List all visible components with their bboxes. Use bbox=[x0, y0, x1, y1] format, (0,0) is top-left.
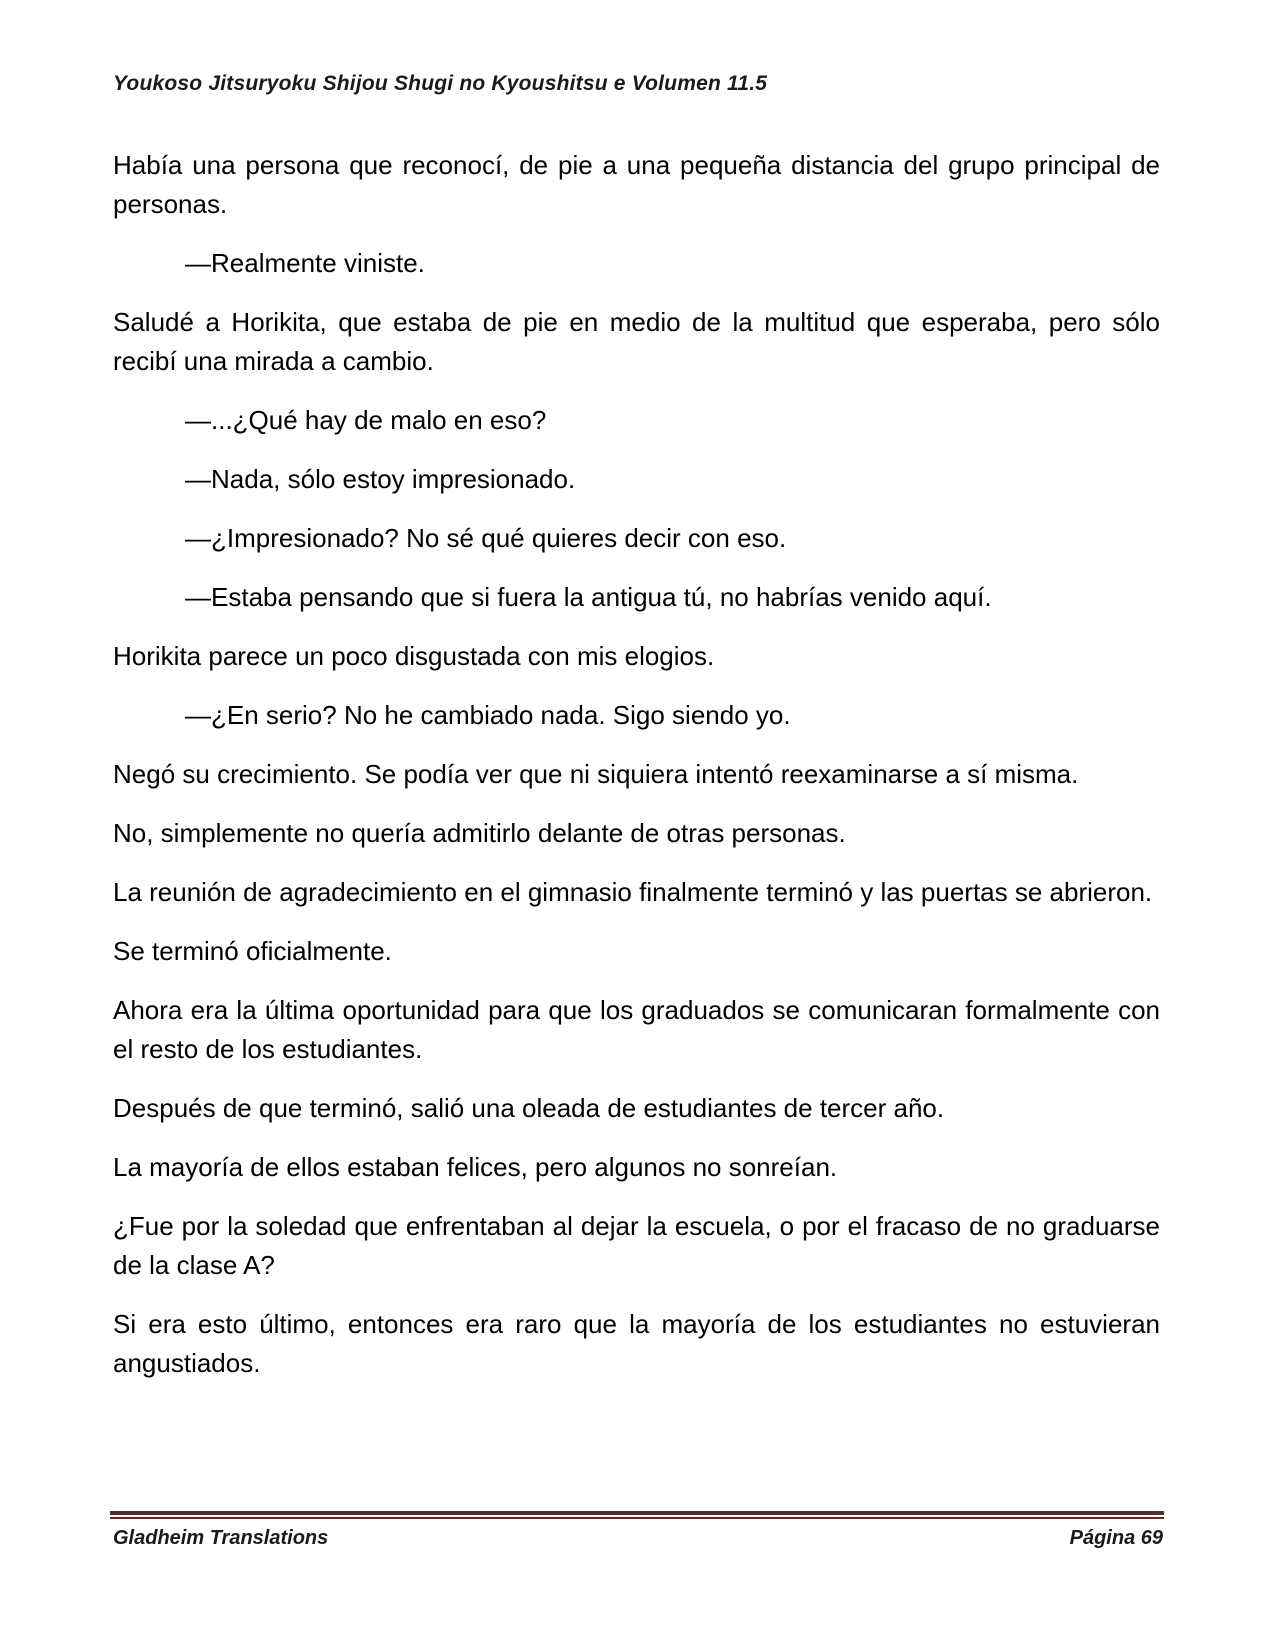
paragraph: Se terminó oficialmente. bbox=[113, 936, 392, 966]
paragraph: Si era esto último, entonces era raro que la mayoría de los estudiantes no estuvieran angustiados. bbox=[113, 1309, 1160, 1378]
dialogue-line: —Nada, sólo estoy impresionado. bbox=[185, 464, 576, 494]
paragraph: Ahora era la última oportunidad para que los graduados se comunicaran formalmente con el resto de los estudiantes. bbox=[113, 995, 1160, 1064]
paragraph: Saludé a Horikita, que estaba de pie en medio de la multitud que esperaba, pero sólo recibí una mirada a cambio. bbox=[113, 307, 1160, 376]
paragraph: ¿Fue por la soledad que enfrentaban al dejar la escuela, o por el fracaso de no graduarse de la clase A? bbox=[113, 1211, 1160, 1280]
paragraph: Después de que terminó, salió una oleada de estudiantes de tercer año. bbox=[113, 1093, 945, 1123]
page-body bbox=[113, 146, 1160, 1403]
dialogue-line: —Realmente viniste. bbox=[185, 248, 425, 278]
dialogue-line: —¿Impresionado? No sé qué quieres decir con eso. bbox=[185, 523, 787, 553]
paragraph: Había una persona que reconocí, de pie a una pequeña distancia del grupo principal de personas. bbox=[113, 150, 1160, 219]
paragraph: La reunión de agradecimiento en el gimnasio finalmente terminó y las puertas se abrieron. bbox=[113, 877, 1153, 907]
paragraph: Negó su crecimiento. Se podía ver que ni siquiera intentó reexaminarse a sí misma. bbox=[113, 759, 1079, 789]
paragraph: No, simplemente no quería admitirlo delante de otras personas. bbox=[113, 818, 846, 848]
dialogue-line: —Estaba pensando que si fuera la antigua tú, no habrías venido aquí. bbox=[185, 582, 992, 612]
paragraph: Horikita parece un poco disgustada con mis elogios. bbox=[113, 641, 715, 671]
running-header: Youkoso Jitsuryoku Shijou Shugi no Kyoushitsu e Volumen 11.5 bbox=[113, 72, 768, 95]
dialogue-line: —...¿Qué hay de malo en eso? bbox=[185, 405, 547, 435]
footer-divider-thin bbox=[110, 1517, 1164, 1519]
footer-divider-thick bbox=[110, 1511, 1164, 1515]
footer-divider bbox=[110, 1511, 1164, 1519]
running-footer bbox=[113, 1527, 1163, 1550]
dialogue-line: —¿En serio? No he cambiado nada. Sigo siendo yo. bbox=[185, 700, 791, 730]
footer-page-number: Página 69 bbox=[1069, 1527, 1163, 1549]
paragraph: La mayoría de ellos estaban felices, pero algunos no sonreían. bbox=[113, 1152, 838, 1182]
footer-translator: Gladheim Translations bbox=[113, 1527, 329, 1549]
